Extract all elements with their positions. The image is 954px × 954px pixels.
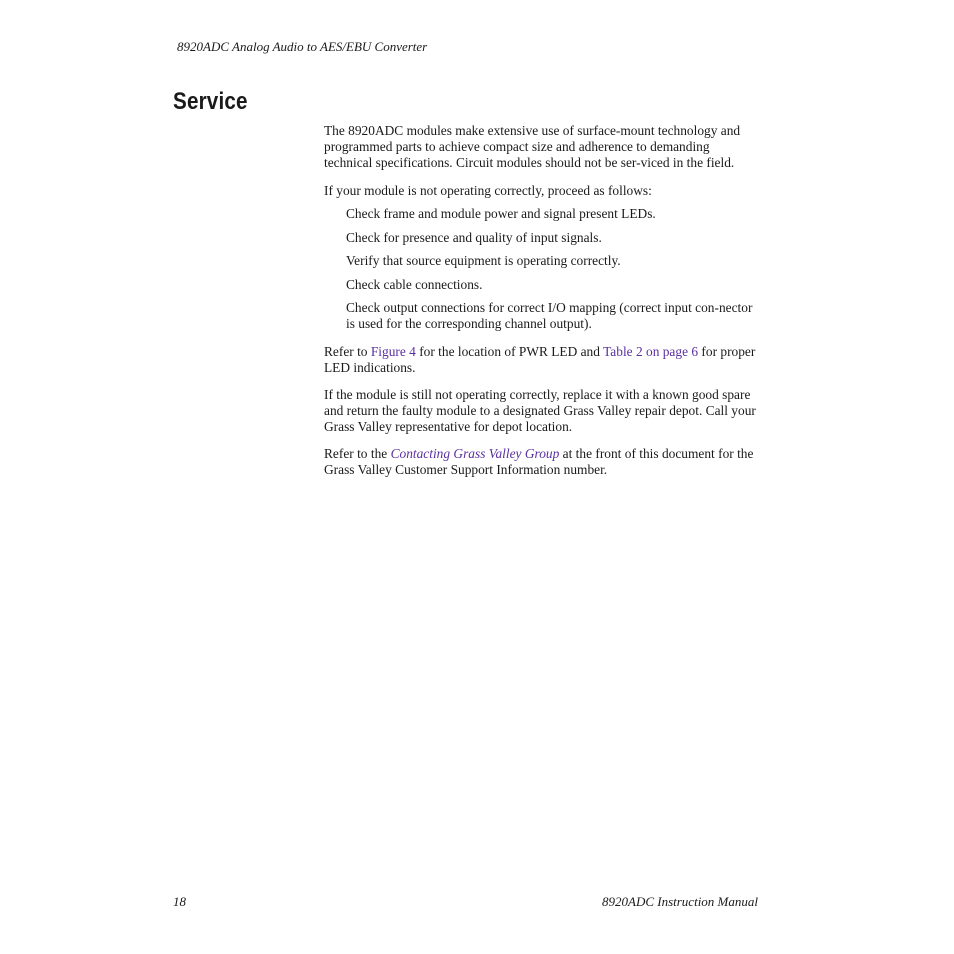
text-segment: for proper LED indications.: [324, 344, 756, 375]
body-text: [324, 123, 760, 478]
step-item: Check for presence and quality of input signals.: [346, 229, 602, 245]
table-2-link[interactable]: Table 2 on page 6: [603, 344, 699, 359]
procedure-intro: If your module is not operating correctly, proceed as follows:: [324, 183, 652, 198]
section-title: Service: [173, 88, 248, 115]
replacement-paragraph: If the module is still not operating correctly, replace it with a known good spare and return the faulty module to a designated Grass Valley repair depot. Call your Grass Valley representative for depot location.: [324, 387, 756, 434]
page-number: 18: [173, 894, 186, 909]
contacting-grass-valley-link[interactable]: Contacting Grass Valley Group: [390, 446, 560, 461]
intro-paragraph: The 8920ADC modules make extensive use of surface-mount technology and programmed parts to achieve compact size and adherence to demanding technical specifications. Circuit modules should not be ser-viced in the field.: [324, 123, 741, 170]
troubleshooting-steps: [346, 206, 760, 332]
text-segment: Refer to the: [324, 446, 391, 461]
led-reference-paragraph: [324, 344, 760, 376]
text-segment: for the location of PWR LED and: [415, 344, 604, 359]
step-item: Verify that source equipment is operating correctly.: [346, 253, 621, 268]
running-header: 8920ADC Analog Audio to AES/EBU Converter: [177, 39, 428, 54]
support-paragraph: [324, 446, 760, 478]
footer-manual-title: 8920ADC Instruction Manual: [602, 894, 758, 909]
text-segment: Refer to: [324, 344, 371, 359]
figure-4-link[interactable]: Figure 4: [370, 344, 416, 359]
step-item: Check frame and module power and signal present LEDs.: [346, 206, 656, 221]
step-item: Check cable connections.: [346, 276, 483, 292]
text-segment: at the front of this document for the Grass Valley Customer Support Information number.: [324, 446, 754, 477]
step-item: Check output connections for correct I/O mapping (correct input con-nector is used for the corresponding channel output).: [346, 300, 753, 331]
